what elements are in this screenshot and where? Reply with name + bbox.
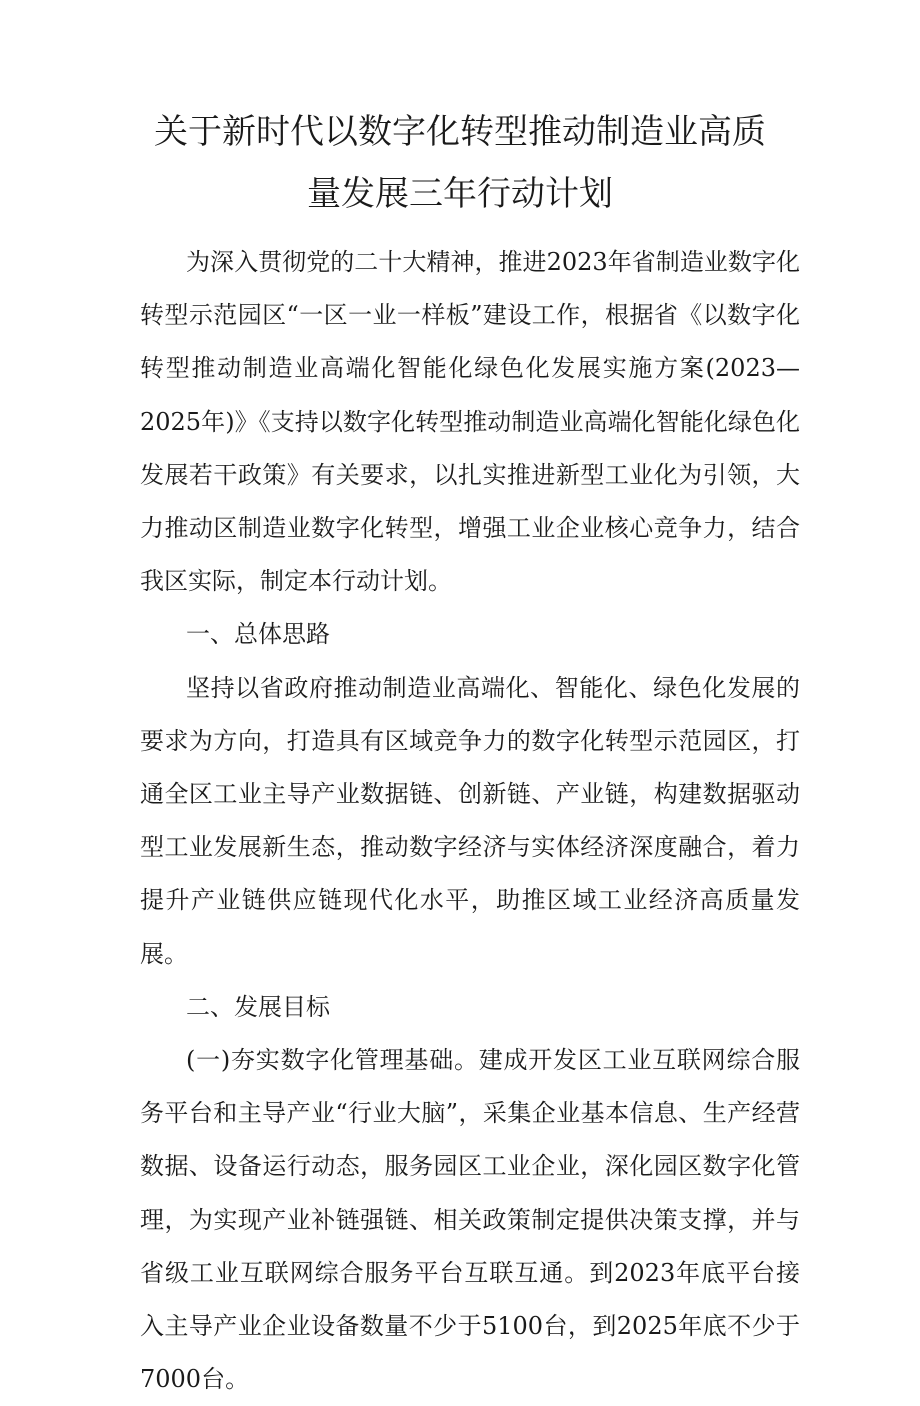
section-heading-overall-approach: 一、总体思路 xyxy=(186,620,330,649)
intro-paragraph: 为深入贯彻党的二十大精神，推进2023年省制造业数字化转型示范园区“一区一业一样板”建设工作，根据省《以数字化转型推动制造业高端化智能化绿色化发展实施方案(2023—2025年)》《支持以数字化转型推动制造业高端化智能化绿色化发展若干政策》有关要求，以扎实推进新型工业化为引领，大力推动区制造业数字化转型，增强工业企业核心竞争力，结合我区实际，制定本行动计划。 xyxy=(140,248,800,596)
document-title-line-2: 量发展三年行动计划 xyxy=(307,174,613,214)
section-heading-development-goals: 二、发展目标 xyxy=(186,992,330,1021)
overall-approach-paragraph: 坚持以省政府推动制造业高端化、智能化、绿色化发展的要求为方向，打造具有区域竞争力的数字化转型示范园区，打通全区工业主导产业数据链、创新链、产业链，构建数据驱动型工业发展新生态，推动数字经济与实体经济深度融合，着力提升产业链供应链现代化水平，助推区域工业经济高质量发展。 xyxy=(140,673,800,968)
document-body xyxy=(140,236,800,1406)
goal-1-paragraph: (一)夯实数字化管理基础。建成开发区工业互联网综合服务平台和主导产业“行业大脑”，采集企业基本信息、生产经营数据、设备运行动态，服务园区工业企业，深化园区数字化管理，为实现产业补链强链、相关政策制定提供决策支撑，并与省级工业互联网综合服务平台互联互通。到2023年底平台接入主导产业企业设备数量不少于5100台，到2025年底不少于7000台。 xyxy=(140,1046,800,1394)
document-title-line-1: 关于新时代以数字化转型推动制造业高质 xyxy=(154,112,766,152)
